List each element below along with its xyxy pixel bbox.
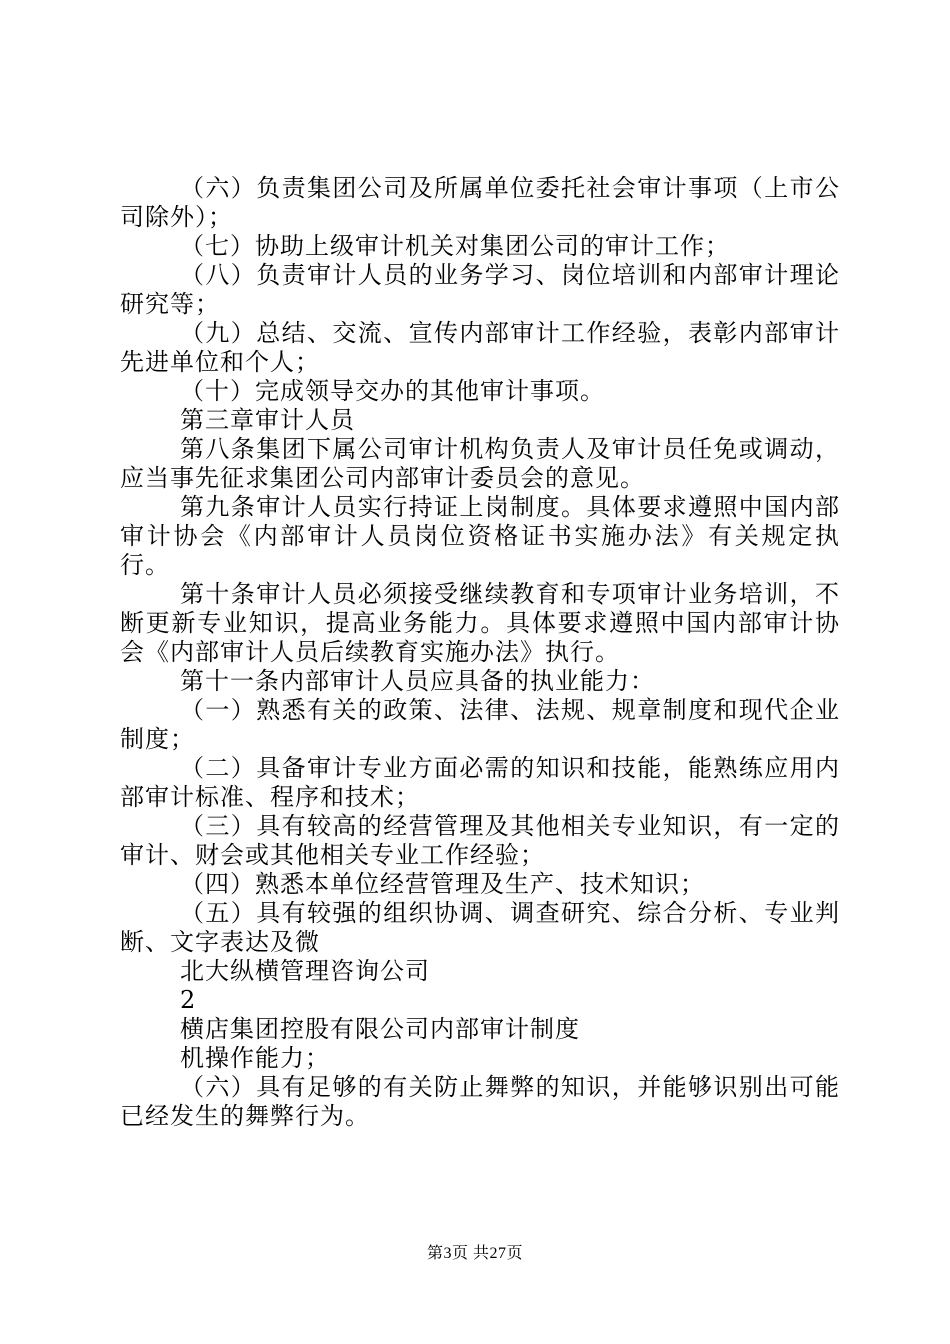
paragraph-item-8: （八）负责审计人员的业务学习、岗位培训和内部审计理论研究等； [120, 261, 840, 318]
document-title-line: 横店集团控股有限公司内部审计制度 [180, 1015, 580, 1043]
paragraph-item-10: （十）完成领导交办的其他审计事项。 [180, 377, 605, 405]
paragraph-item-6: （六）负责集团公司及所属单位委托社会审计事项（上市公司除外）； [120, 174, 840, 231]
company-name-line: 北大纵横管理咨询公司 [180, 957, 430, 985]
ability-item-2: （二）具备审计专业方面必需的知识和技能，能熟练应用内部审计标准、程序和技术； [120, 754, 840, 811]
article-11: 第十一条内部审计人员应具备的执业能力： [180, 667, 655, 695]
ability-item-1: （一）熟悉有关的政策、法律、法规、规章制度和现代企业制度； [120, 696, 840, 753]
ability-item-6: （六）具有足够的有关防止舞弊的知识，并能够识别出可能已经发生的舞弊行为。 [120, 1073, 840, 1130]
article-8: 第八条集团下属公司审计机构负责人及审计员任免或调动，应当事先征求集团公司内部审计委员会的意见。 [120, 435, 840, 492]
paragraph-item-7: （七）协助上级审计机关对集团公司的审计工作； [180, 232, 730, 260]
chapter-heading: 第三章审计人员 [180, 406, 355, 434]
paragraph-item-9: （九）总结、交流、宣传内部审计工作经验，表彰内部审计先进单位和个人； [120, 319, 840, 376]
article-10: 第十条审计人员必须接受继续教育和专项审计业务培训，不断更新专业知识，提高业务能力。具体要求遵照中国内部审计协会《内部审计人员后续教育实施办法》执行。 [120, 580, 840, 666]
document-body [120, 174, 840, 1131]
ability-item-3: （三）具有较高的经营管理及其他相关专业知识，有一定的审计、财会或其他相关专业工作经验； [120, 812, 840, 869]
ability-item-5-continued: 机操作能力； [180, 1044, 330, 1072]
page-footer: 第3页 共27页 [426, 1245, 523, 1262]
ability-item-5: （五）具有较强的组织协调、调查研究、综合分析、专业判断、文字表达及微 [120, 899, 840, 956]
embedded-page-number: 2 [180, 986, 197, 1014]
article-9: 第九条审计人员实行持证上岗制度。具体要求遵照中国内部审计协会《内部审计人员岗位资格证书实施办法》有关规定执行。 [120, 493, 840, 579]
ability-item-4: （四）熟悉本单位经营管理及生产、技术知识； [180, 870, 705, 898]
